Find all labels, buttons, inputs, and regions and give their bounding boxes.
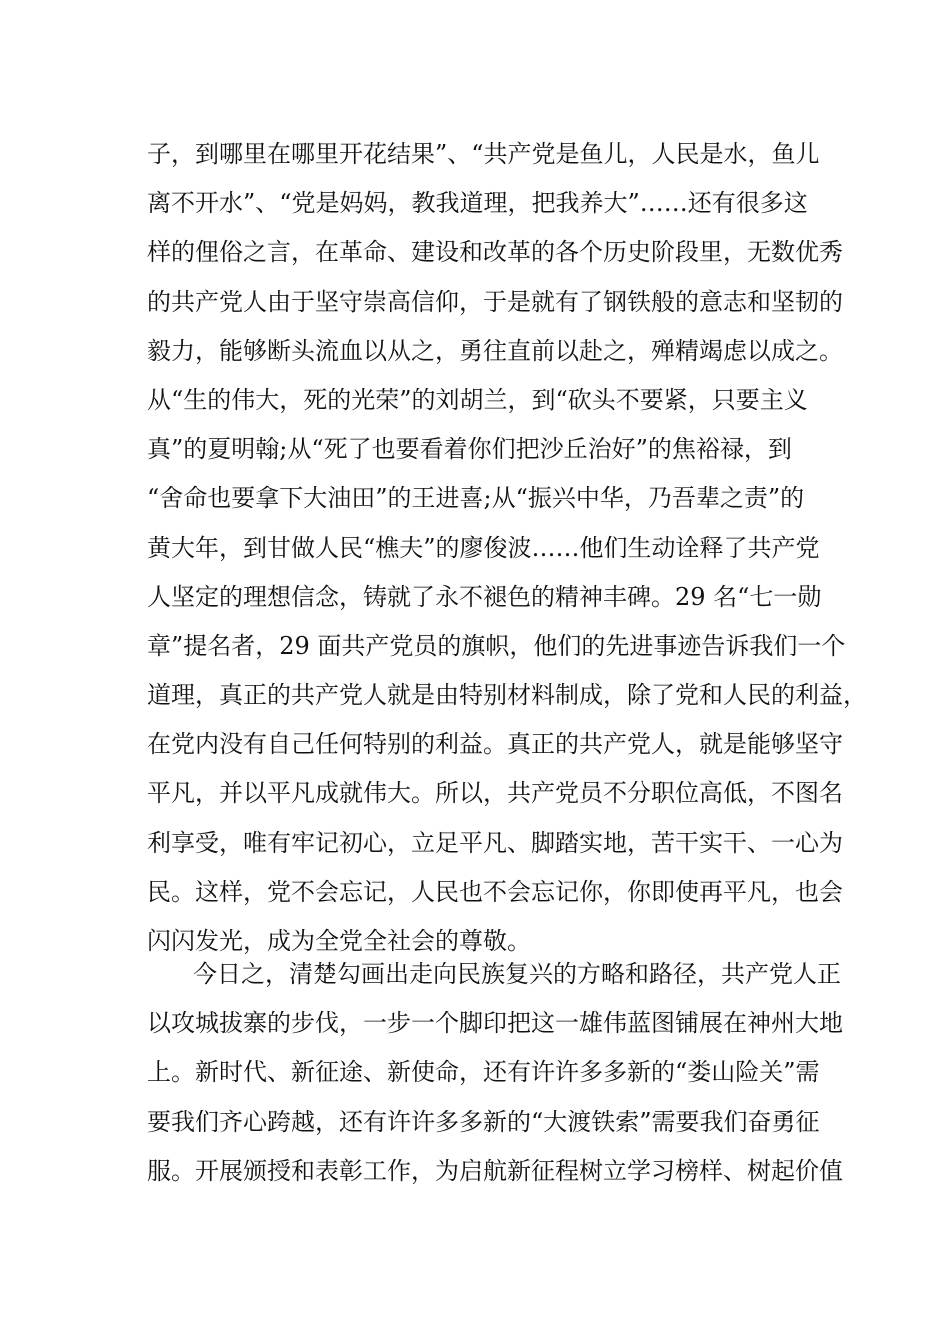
text-line: 上。新时代、新征途、新使命，还有许许多多新的“娄山险关”需 [147,1058,820,1087]
text-line: 以攻城拔寨的步伐，一步一个脚印把这一雄伟蓝图铺展在神州大地 [147,1009,843,1038]
text-line: 在党内没有自己任何特别的利益。真正的共产党人，就是能够坚守 [147,730,843,759]
text-line: 人坚定的理想信念，铸就了永不褪色的精神丰碑。29 名“七一勋 [147,582,822,611]
text-line: 闪闪发光，成为全党全社会的尊敬。 [147,927,531,955]
text-line: 毅力，能够断头流血以从之，勇往直前以赴之，殚精竭虑以成之。 [147,336,843,365]
text-line: 道理，真正的共产党人就是由特别材料制成，除了党和人民的利益， [147,681,867,710]
text-line: 章”提名者，29 面共产党员的旗帜，他们的先进事迹告诉我们一个 [147,631,846,660]
text-line: “舍命也要拿下大油田”的王进喜;从“振兴中华，乃吾辈之责”的 [147,484,805,513]
text-line: 子，到哪里在哪里开花结果”、“共产党是鱼儿，人民是水，鱼儿 [147,140,820,168]
text-line: 的共产党人由于坚守崇高信仰，于是就有了钢铁般的意志和坚韧的 [147,287,843,316]
text-line: 离不开水”、“党是妈妈，教我道理，把我养大”……还有很多这 [147,189,808,218]
text-line: 要我们齐心跨越，还有许许多多新的“大渡铁索”需要我们奋勇征 [147,1107,820,1136]
text-line: 黄大年，到甘做人民“樵夫”的廖俊波……他们生动诠释了共产党 [147,533,820,562]
text-line: 平凡，并以平凡成就伟大。所以，共产党员不分职位高低，不图名 [147,779,843,808]
text-line: 真”的夏明翰;从“死了也要看着你们把沙丘治好”的焦裕禄，到 [147,435,792,464]
text-line: 从“生的伟大，死的光荣”的刘胡兰，到“砍头不要紧，只要主义 [147,385,808,414]
paragraph-2 [147,950,843,1196]
text-line: 服。开展颁授和表彰工作，为启航新征程树立学习榜样、树起价值 [147,1156,843,1185]
text-line: 民。这样，党不会忘记，人民也不会忘记你，你即使再平凡，也会 [147,877,843,906]
paragraph-1 [147,130,867,966]
text-line: 利享受，唯有牢记初心，立足平凡、脚踏实地，苦干实干、一心为 [147,828,843,857]
text-line: 样的俚俗之言，在革命、建设和改革的各个历史阶段里，无数优秀 [147,238,843,267]
text-line: 今日之，清楚勾画出走向民族复兴的方略和路径，共产党人正 [193,960,841,988]
